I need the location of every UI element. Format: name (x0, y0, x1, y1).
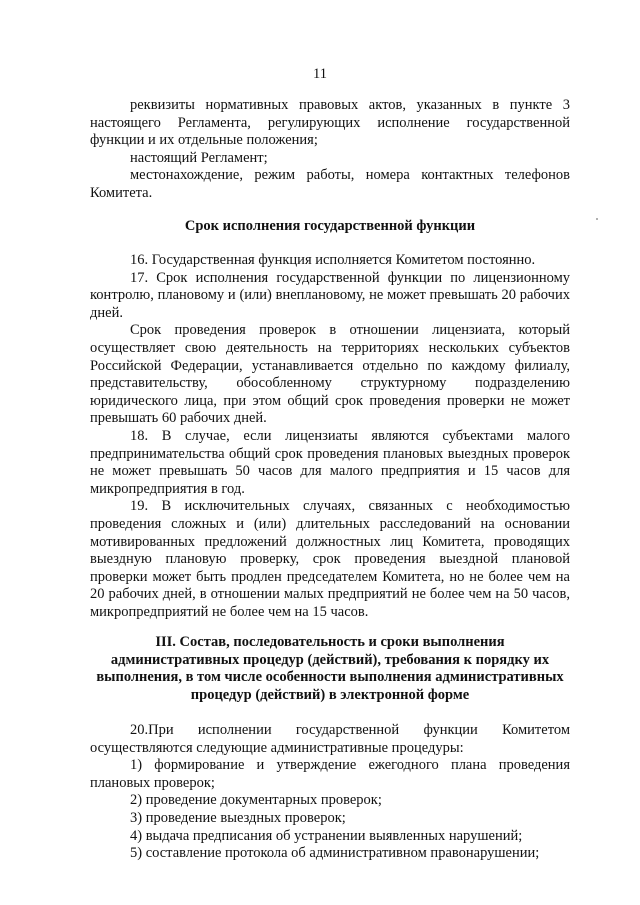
paragraph-17-continued: Срок проведения проверок в отношении лицензиата, который осуществляет свою деятельность на территориях нескольких субъектов Российской Федерации, устанавливается отдельно по каждому филиалу, представительству, обособленному структурному подразделению юридического лица, при этом общий срок проведения проверки не может превышать 60 рабочих дней. (90, 322, 570, 427)
paragraph-16: 16. Государственная функция исполняется Комитетом постоянно. (130, 252, 536, 268)
list-item: 2) проведение документарных проверок; (130, 792, 382, 809)
paragraph-20: 20.При исполнении государственной функции Комитетом осуществляются следующие административные процедуры: (90, 722, 570, 756)
term-section-body (90, 252, 570, 621)
paragraph-18: 18. В случае, если лицензиаты являются субъектами малого предпринимательства общий срок проведения плановых выездных проверок не может превышать 50 часов для малого предприятия и 15 часов для микропредприятия в год. (90, 427, 570, 497)
list-item: 3) проведение выездных проверок; (130, 809, 346, 826)
section-three-body (90, 722, 570, 863)
section-heading-three: III. Состав, последовательность и сроки выполнения административных процедур (действий), требования к порядку их выполнения, в том числе особенности выполнения административных процедур (действий) в электронной форме (96, 634, 564, 703)
intro-block (90, 97, 570, 203)
section-heading-term: Срок исполнения государственной функции (184, 218, 476, 234)
list-item: 5) составление протокола об административном правонарушении; (130, 845, 540, 862)
paragraph-17: 17. Срок исполнения государственной функции по лицензионному контролю, плановому и (или) внеплановому, не может превышать 20 рабочих дней. (90, 269, 570, 321)
list-item: 4) выдача предписания об устранении выявленных нарушений; (130, 827, 523, 844)
paragraph-19: 19. В исключительных случаях, связанных с необходимостью проведения сложных и (или) длительных расследований на основании мотивированных предложений должностных лиц Комитета, проводящих выездную плановую проверку, срок проведения выездной плановой проверки может быть продлен председателем Комитета, но не более чем на 20 рабочих дней, в отношении малых предприятий не более чем на 50 часов, микропредприятий не более чем на 15 часов. (90, 498, 570, 620)
list-item: 1) формирование и утверждение ежегодного плана проведения плановых проверок; (90, 757, 570, 791)
paragraph-regulation: настоящий Регламент; (130, 149, 268, 166)
scan-speck (596, 218, 598, 220)
page-number: 11 (313, 66, 327, 82)
paragraph-requisites: реквизиты нормативных правовых актов, указанных в пункте 3 настоящего Регламента, регулирующих исполнение государственной функции и их отдельные положения; (90, 97, 570, 149)
paragraph-location: местонахождение, режим работы, номера контактных телефонов Комитета. (90, 167, 570, 201)
